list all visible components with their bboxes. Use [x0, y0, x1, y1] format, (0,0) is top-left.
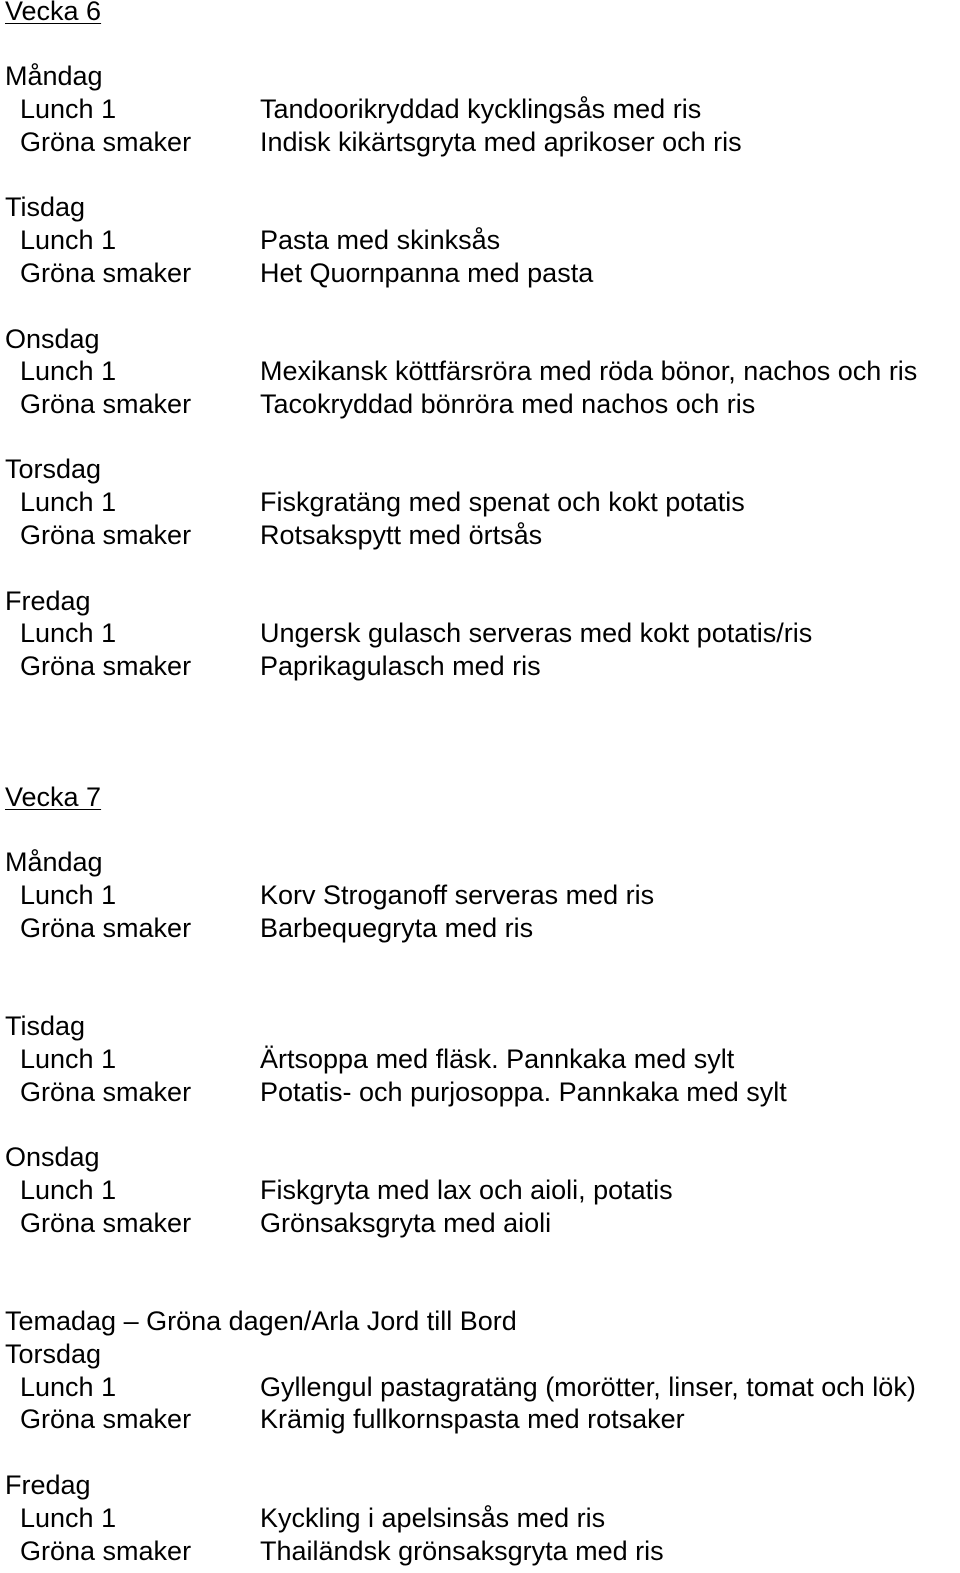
green-label: Gröna smaker: [20, 1077, 192, 1107]
green-dish: Barbequegryta med ris: [260, 913, 534, 943]
lunch-dish: Fiskgratäng med spenat och kokt potatis: [260, 487, 745, 517]
lunch-dish: Korv Stroganoff serveras med ris: [260, 880, 655, 910]
green-dish: Krämig fullkornspasta med rotsaker: [260, 1404, 685, 1434]
green-dish: Het Quornpanna med pasta: [260, 258, 594, 288]
green-dish: Tacokryddad bönröra med nachos och ris: [260, 389, 756, 419]
green-dish: Indisk kikärtsgryta med aprikoser och ris: [260, 127, 742, 157]
day-label: Tisdag: [5, 192, 86, 222]
day-label: Måndag: [5, 847, 103, 877]
lunch-label: Lunch 1: [20, 618, 117, 648]
day-label: Onsdag: [5, 324, 100, 354]
green-label: Gröna smaker: [20, 913, 192, 943]
lunch-label: Lunch 1: [20, 225, 117, 255]
green-label: Gröna smaker: [20, 1208, 192, 1238]
green-label: Gröna smaker: [20, 389, 192, 419]
green-label: Gröna smaker: [20, 1536, 192, 1566]
day-label: Torsdag: [5, 454, 102, 484]
green-dish: Thailändsk grönsaksgryta med ris: [260, 1536, 664, 1566]
green-label: Gröna smaker: [20, 520, 192, 550]
week-title: Vecka 6: [5, 0, 102, 26]
green-label: Gröna smaker: [20, 258, 192, 288]
lunch-dish: Gyllengul pastagratäng (morötter, linser, tomat och lök): [260, 1372, 916, 1402]
lunch-dish: Mexikansk köttfärsröra med röda bönor, nachos och ris: [260, 356, 918, 386]
green-dish: Rotsakspytt med örtsås: [260, 520, 543, 550]
day-label: Måndag: [5, 61, 103, 91]
green-label: Gröna smaker: [20, 1404, 192, 1434]
lunch-label: Lunch 1: [20, 487, 117, 517]
lunch-label: Lunch 1: [20, 880, 117, 910]
green-dish: Grönsaksgryta med aioli: [260, 1208, 552, 1238]
lunch-dish: Fiskgryta med lax och aioli, potatis: [260, 1175, 673, 1205]
green-label: Gröna smaker: [20, 651, 192, 681]
lunch-dish: Ärtsoppa med fläsk. Pannkaka med sylt: [260, 1044, 735, 1074]
lunch-label: Lunch 1: [20, 356, 117, 386]
day-label: Fredag: [5, 1470, 91, 1500]
lunch-label: Lunch 1: [20, 1503, 117, 1533]
day-label: Fredag: [5, 586, 91, 616]
lunch-dish: Kyckling i apelsinsås med ris: [260, 1503, 606, 1533]
green-dish: Paprikagulasch med ris: [260, 651, 541, 681]
day-label: Torsdag: [5, 1339, 102, 1369]
week-title: Vecka 7: [5, 782, 102, 812]
lunch-dish: Ungersk gulasch serveras med kokt potatis/ris: [260, 618, 813, 648]
green-label: Gröna smaker: [20, 127, 192, 157]
green-dish: Potatis- och purjosoppa. Pannkaka med sylt: [260, 1077, 787, 1107]
lunch-label: Lunch 1: [20, 1044, 117, 1074]
lunch-dish: Pasta med skinksås: [260, 225, 501, 255]
day-label: Onsdag: [5, 1142, 100, 1172]
theme-day-title: Temadag – Gröna dagen/Arla Jord till Bord: [5, 1306, 517, 1336]
lunch-label: Lunch 1: [20, 94, 117, 124]
lunch-label: Lunch 1: [20, 1372, 117, 1402]
lunch-label: Lunch 1: [20, 1175, 117, 1205]
lunch-dish: Tandoorikryddad kycklingsås med ris: [260, 94, 702, 124]
day-label: Tisdag: [5, 1011, 86, 1041]
